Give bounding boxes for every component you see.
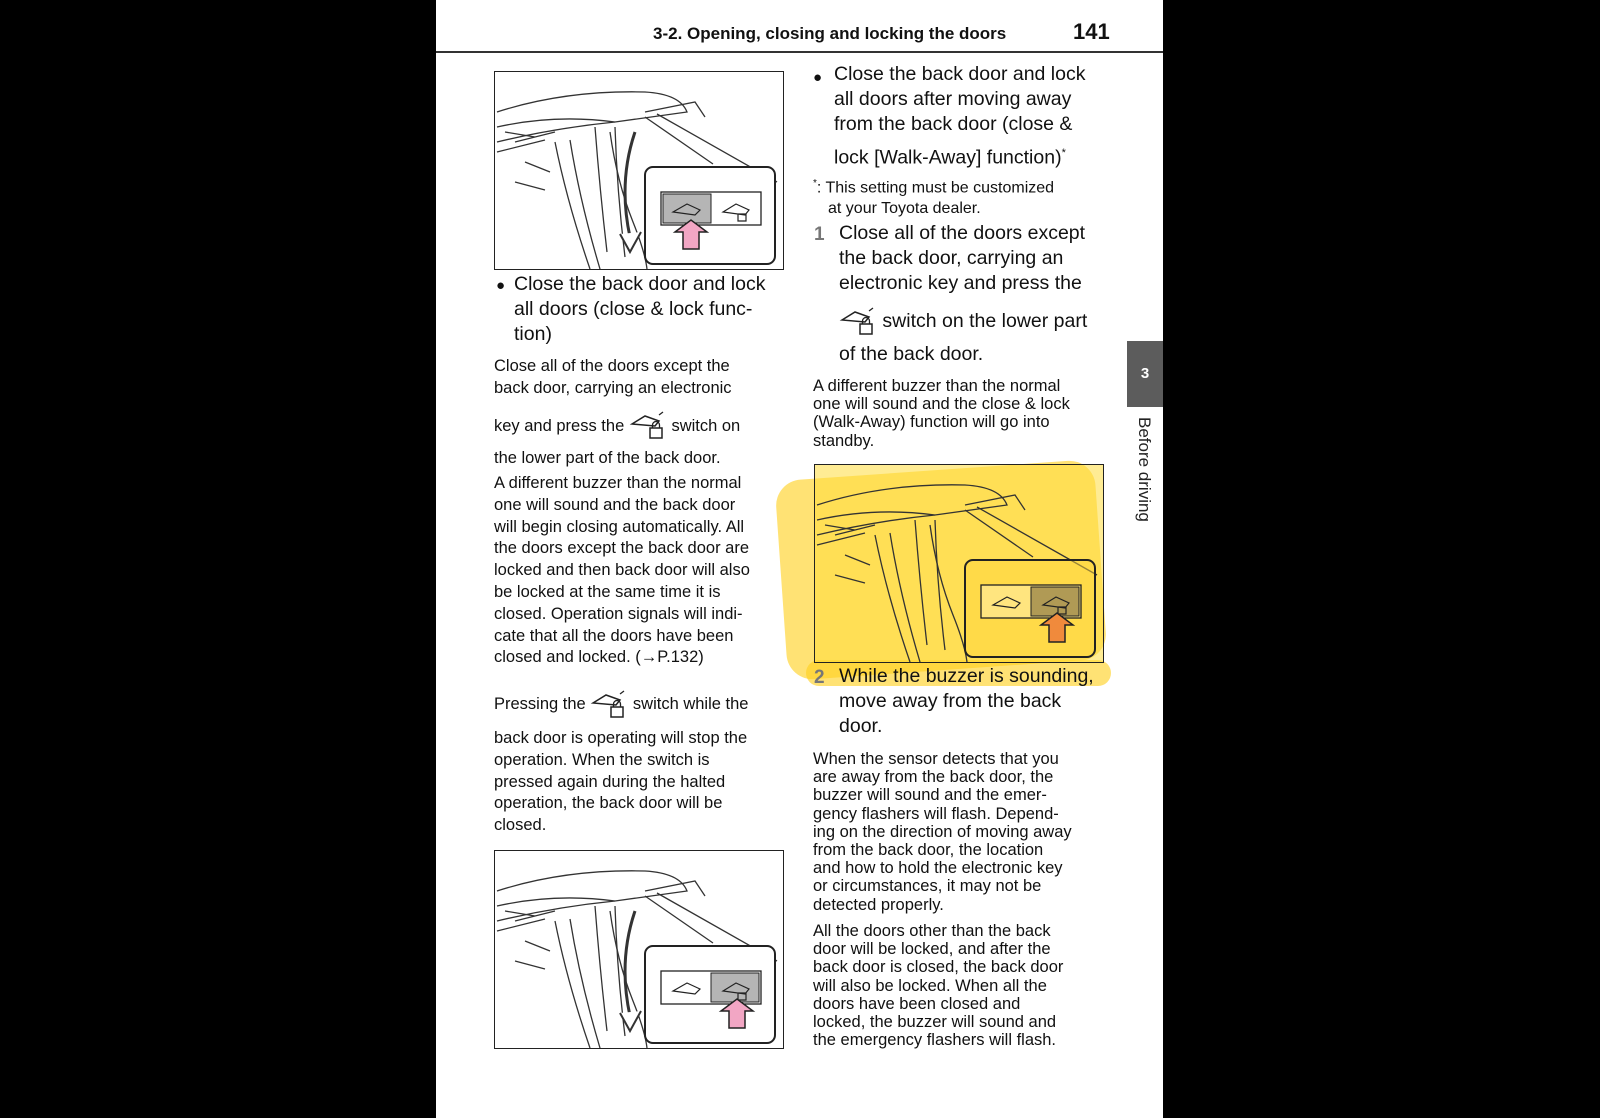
left-para-1: Close all of the doors except the back door, carrying an electronic key and press the switch on the lower part of the back door. [494,357,741,467]
chapter-label: Before driving [1135,417,1154,522]
step-number: 1 [814,224,825,245]
footnote: *: This setting must be customized at your Toyota dealer. [813,178,1055,218]
tailgate-illustration [495,851,783,1048]
bullet-icon: ● [496,277,506,294]
left-para-2: A different buzzer than the normal one will sound and the back door will begin closing automatically. All the doors except the back door are locked and then back door will also be locked at the same time it is closed. Operation signals will indi- cate that all the doors have been closed and locked. (→P.132) [494,474,750,667]
figure-close-switch-top [494,71,784,270]
step-number: 2 [814,667,825,688]
manual-page [436,0,1163,1118]
chapter-tab: 3 [1127,341,1163,407]
header-rule [436,51,1163,53]
right-bullet-heading: Close the back door and lock all doors after moving away from the back door (close & lock [Walk-Away] function)* [834,63,1086,169]
figure-lock-switch-bottom [494,850,784,1049]
bullet-icon: ● [813,69,823,86]
back-door-close-lock-switch-icon [629,410,667,442]
right-para-3: All the doors other than the back door will be locked, and after the back door is closed, the back door will also be locked. When all the doors have been closed and locked, the buzzer will sound and the emergency flashers will flash. [813,922,1064,1050]
section-title: 3-2. Opening, closing and locking the doors [653,24,1007,43]
right-para-1: A different buzzer than the normal one will sound and the close & lock (Walk-Away) function will go into standby. [813,377,1070,450]
tailgate-illustration [495,72,783,269]
left-para-3: Pressing the switch while the back door is operating will stop the operation. When the switch is pressed again during the halted operation, the back door will be closed. [494,686,794,837]
figure-lock-switch-highlighted [814,464,1104,663]
left-bullet-heading: Close the back door and lock all doors (close & lock func- tion) [514,273,766,345]
step-2-text: While the buzzer is sounding, move away from the back door. [839,665,1094,737]
back-door-close-lock-switch-icon [839,306,877,338]
page-number: 141 [1073,19,1110,44]
tailgate-illustration [815,465,1103,662]
back-door-close-lock-switch-icon [590,689,628,721]
step-1-text: Close all of the doors except the back door, carrying an electronic key and press the switch on the lower part of the back door. [839,222,1088,365]
right-para-2: When the sensor detects that you are away from the back door, the buzzer will sound and the emer- gency flashers will flash. Depend- ing on the direction of moving away from the back door, the location and how to hold the electronic key or circumstances, it may not be detected properly. [813,750,1072,914]
